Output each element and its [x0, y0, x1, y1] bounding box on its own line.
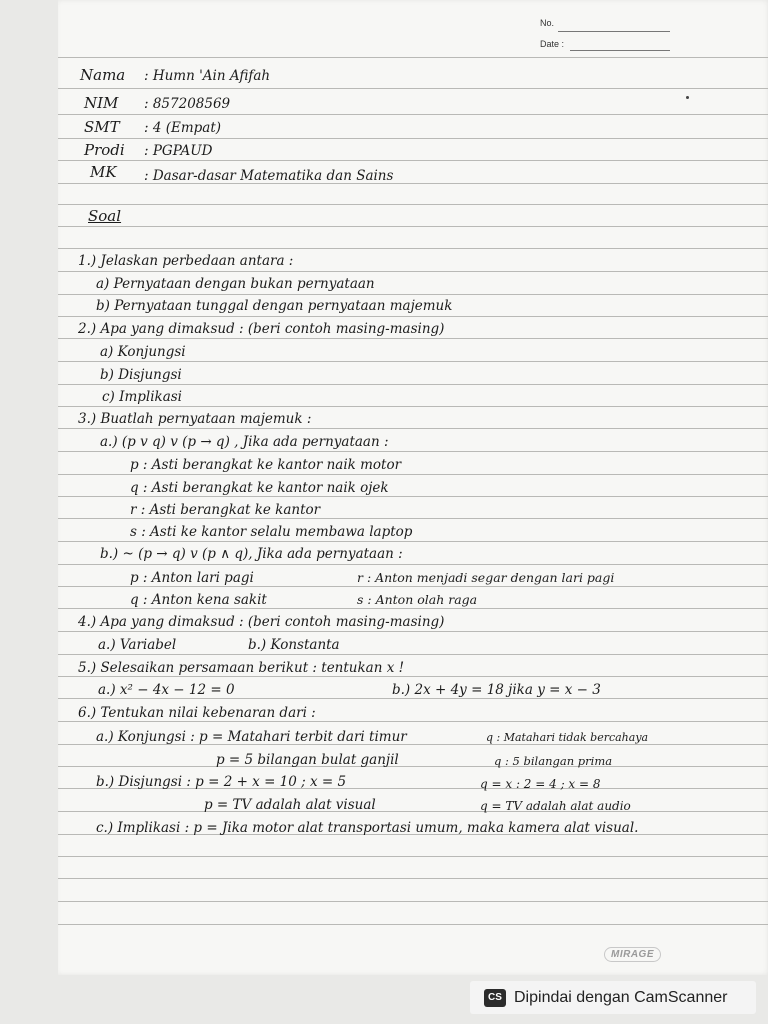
identity-value-prodi: : PGPAUD — [144, 143, 213, 159]
question-2c: c) Implikasi — [102, 389, 183, 405]
ruled-line — [58, 138, 768, 139]
question-4b: b.) Konstanta — [248, 637, 340, 653]
camscanner-watermark — [470, 981, 756, 1014]
statement-6b-q2: q = TV adalah alat audio — [480, 799, 631, 813]
statement-3b-r: r : Anton menjadi segar dengan lari pagi — [357, 570, 615, 585]
date-label: Date : — [540, 39, 565, 49]
ruled-line — [58, 698, 768, 699]
statement-6a-q1: q : Matahari tidak bercahaya — [486, 731, 649, 744]
question-4: 4.) Apa yang dimaksud : (beri contoh masing-masing) — [78, 614, 445, 630]
ruled-line — [58, 226, 768, 227]
statement-3a-s: s : Asti ke kantor selalu membawa laptop — [130, 524, 413, 540]
question-1: 1.) Jelaskan perbedaan antara : — [78, 253, 294, 269]
ruled-line — [58, 384, 768, 385]
ruled-line — [58, 204, 768, 205]
date-underline — [570, 50, 670, 51]
identity-value-nim: : 857208569 — [144, 96, 231, 112]
ruled-line — [58, 586, 768, 587]
question-3a: a.) (p v q) v (p → q) , Jika ada pernyataan : — [100, 434, 389, 450]
identity-value-mk: : Dasar-dasar Matematika dan Sains — [144, 168, 394, 184]
question-5a: a.) x² − 4x − 12 = 0 — [98, 682, 235, 698]
ruled-line — [58, 608, 768, 609]
ruled-line — [58, 361, 768, 362]
ruled-line — [58, 878, 768, 879]
ruled-line — [58, 428, 768, 429]
ruled-line — [58, 901, 768, 902]
identity-value-smt: : 4 (Empat) — [144, 120, 222, 136]
ruled-line — [58, 654, 768, 655]
identity-label-prodi: Prodi — [84, 141, 125, 159]
question-2: 2.) Apa yang dimaksud : (beri contoh masing-masing) — [78, 321, 445, 337]
ruled-line — [58, 721, 768, 722]
statement-3b-p: p : Anton lari pagi — [130, 570, 254, 586]
brand-logo: MIRAGE — [604, 947, 661, 962]
no-underline — [558, 31, 670, 32]
identity-label-smt: SMT — [84, 118, 120, 136]
question-3b: b.) ~ (p → q) v (p ∧ q), Jika ada pernyataan : — [100, 546, 403, 562]
ruled-line — [58, 338, 768, 339]
question-2b: b) Disjungsi — [100, 367, 182, 383]
ruled-line — [58, 856, 768, 857]
ruled-line — [58, 496, 768, 497]
statement-6b-p2: p = TV adalah alat visual — [204, 797, 376, 813]
statement-3b-q: q : Anton kena sakit — [130, 592, 267, 608]
statement-6a-q2: q : 5 bilangan prima — [494, 754, 613, 768]
ruled-line — [58, 811, 768, 812]
question-6: 6.) Tentukan nilai kebenaran dari : — [78, 705, 316, 721]
ruled-line — [58, 474, 768, 475]
ruled-line — [58, 294, 768, 295]
ruled-line — [58, 451, 768, 452]
identity-label-nim: NIM — [84, 94, 119, 112]
ruled-line — [58, 57, 768, 58]
camscanner-text: Dipindai dengan CamScanner — [514, 988, 728, 1006]
question-6b: b.) Disjungsi : p = 2 + x = 10 ; x = 5 — [96, 774, 347, 790]
statement-6b-q1: q = x : 2 = 4 ; x = 8 — [480, 777, 601, 791]
statement-3a-q: q : Asti berangkat ke kantor naik ojek — [130, 480, 389, 496]
identity-label-mk: MK — [90, 163, 117, 181]
ruled-line — [58, 114, 768, 115]
no-label: No. — [540, 18, 555, 28]
ruled-line — [58, 248, 768, 249]
statement-3b-s: s : Anton olah raga — [357, 592, 478, 607]
statement-6a-p2: p = 5 bilangan bulat ganjil — [216, 752, 399, 768]
question-2a: a) Konjungsi — [100, 344, 186, 360]
ruled-line — [58, 541, 768, 542]
ruled-line — [58, 160, 768, 161]
ink-dot — [686, 96, 689, 99]
question-1b: b) Pernyataan tunggal dengan pernyataan majemuk — [96, 298, 453, 314]
ruled-line — [58, 271, 768, 272]
question-5b: b.) 2x + 4y = 18 jika y = x − 3 — [392, 682, 601, 698]
ruled-line — [58, 406, 768, 407]
question-6c: c.) Implikasi : p = Jika motor alat transportasi umum, maka kamera alat visual. — [96, 820, 639, 836]
soal-title: Soal — [88, 207, 122, 225]
question-5: 5.) Selesaikan persamaan berikut : tentukan x ! — [78, 660, 405, 676]
camscanner-icon: CS — [484, 989, 506, 1007]
ruled-line — [58, 564, 768, 565]
ruled-line — [58, 518, 768, 519]
ruled-line — [58, 924, 768, 925]
ruled-line — [58, 766, 768, 767]
statement-3a-r: r : Asti berangkat ke kantor — [130, 502, 321, 518]
ruled-line — [58, 631, 768, 632]
identity-value-nama: : Humn 'Ain Afifah — [144, 68, 271, 84]
question-4a: a.) Variabel — [98, 637, 177, 653]
ruled-line — [58, 316, 768, 317]
ruled-line — [58, 676, 768, 677]
question-3: 3.) Buatlah pernyataan majemuk : — [78, 411, 312, 427]
identity-label-nama: Nama — [80, 66, 126, 84]
statement-3a-p: p : Asti berangkat ke kantor naik motor — [130, 457, 402, 473]
ruled-line — [58, 88, 768, 89]
question-6a: a.) Konjungsi : p = Matahari terbit dari timur — [96, 729, 407, 745]
question-1a: a) Pernyataan dengan bukan pernyataan — [96, 276, 375, 292]
